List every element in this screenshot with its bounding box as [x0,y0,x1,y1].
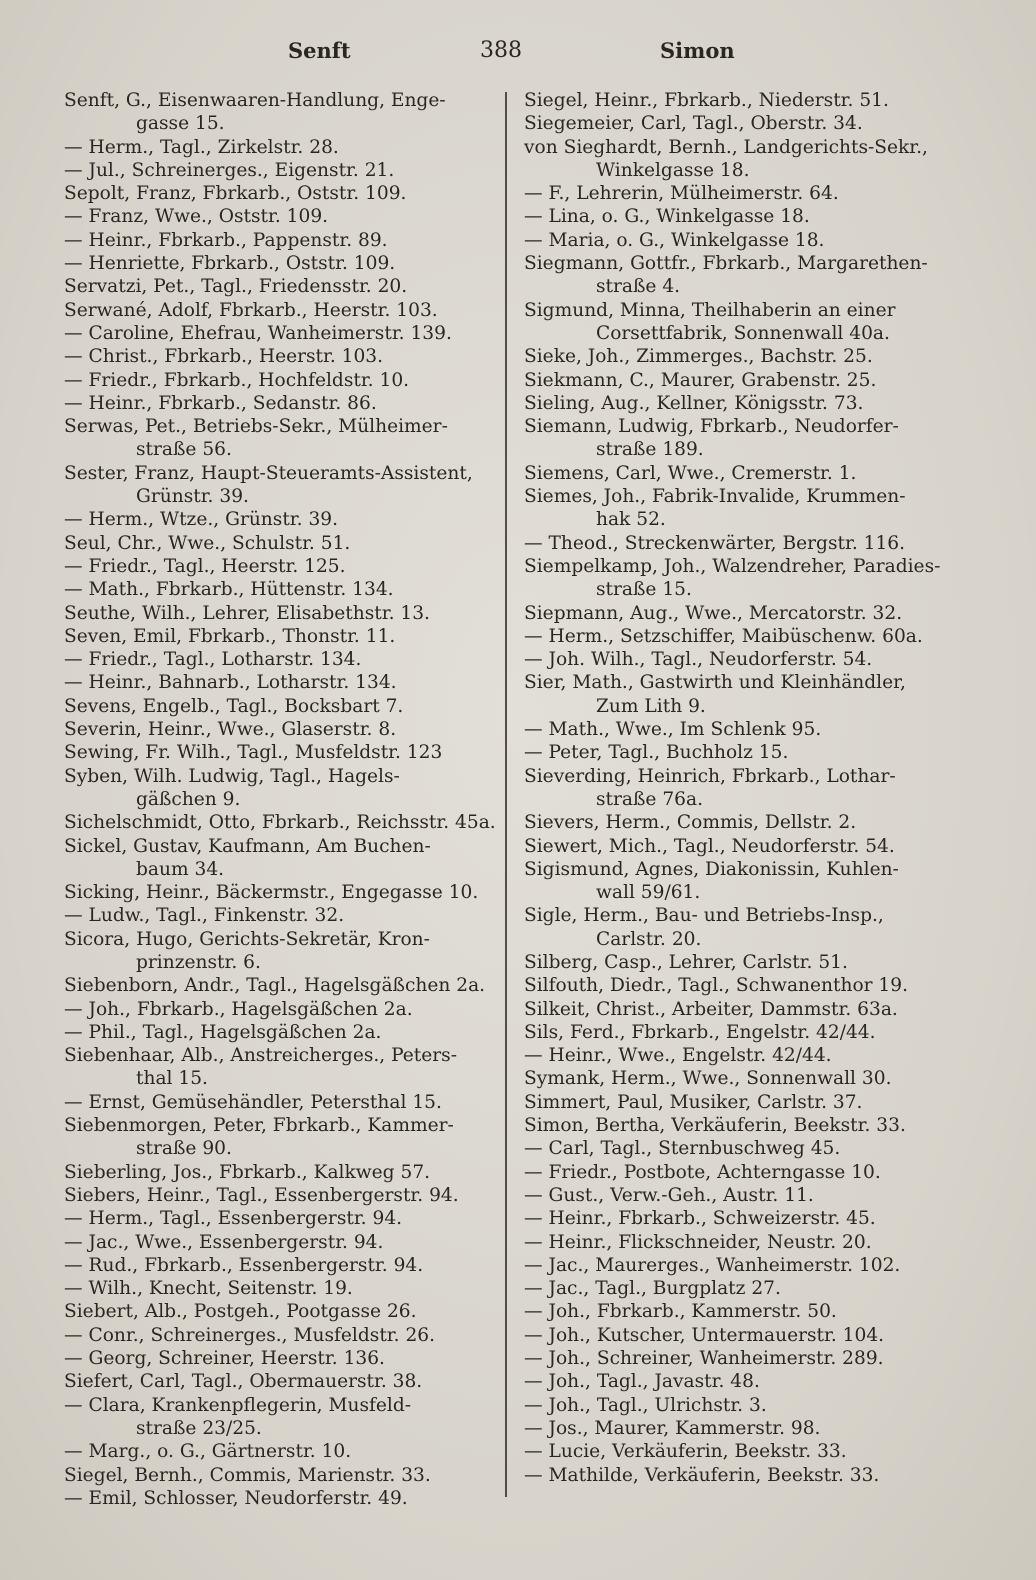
directory-entry: — Heinr., Fbrkarb., Schweizerstr. 45. [524,1208,876,1230]
directory-entry-continuation: thal 15. [136,1068,208,1090]
directory-entry-continuation: Grünstr. 39. [136,486,249,508]
directory-entry-continuation: gasse 15. [136,113,225,135]
directory-entry: — Emil, Schlosser, Neudorferstr. 49. [64,1487,408,1509]
directory-entry: — Joh., Schreiner, Wanheimerstr. 289. [524,1348,884,1370]
directory-entry: Senft, G., Eisenwaaren-Handlung, Enge- [64,90,446,111]
directory-entry: — Herm., Tagl., Essenbergerstr. 94. [64,1208,403,1230]
directory-entry: — Peter, Tagl., Buchholz 15. [524,742,789,764]
directory-entry: — Franz, Wwe., Oststr. 109. [64,206,329,228]
directory-entry: — Christ., Fbrkarb., Heerstr. 103. [64,346,384,368]
directory-entry: Sieke, Joh., Zimmerges., Bachstr. 25. [524,346,873,368]
directory-entry: — Joh., Tagl., Ulrichstr. 3. [524,1394,767,1416]
directory-entry: Sickel, Gustav, Kaufmann, Am Buchen- [64,835,431,857]
directory-entry: — Friedr., Postbote, Achterngasse 10. [524,1161,881,1183]
directory-entry: Siegmann, Gottfr., Fbrkarb., Margarethen- [524,253,928,275]
directory-entry-continuation: Zum Lith 9. [596,695,706,717]
directory-entry: — Jac., Tagl., Burgplatz 27. [524,1278,781,1300]
directory-entry: Silkeit, Christ., Arbeiter, Dammstr. 63a. [524,998,898,1020]
directory-entry: Siemens, Carl, Wwe., Cremerstr. 1. [524,462,857,484]
directory-entry-continuation: Winkelgasse 18. [596,159,750,181]
directory-entry: — Friedr., Tagl., Heerstr. 125. [64,555,346,577]
directory-entry: Sevens, Engelb., Tagl., Bocksbart 7. [64,695,404,717]
directory-entry-continuation: straße 23/25. [136,1417,262,1439]
left-column [64,89,498,1510]
directory-entry: Sichelschmidt, Otto, Fbrkarb., Reichsstr. 45a. [64,812,496,834]
directory-entry: Sicora, Hugo, Gerichts-Sekretär, Kron- [64,928,430,950]
directory-entry: — Clara, Krankenpflegerin, Musfeld- [64,1394,412,1416]
directory-entry: Sier, Math., Gastwirth und Kleinhändler, [524,672,906,694]
directory-entry: — Friedr., Fbrkarb., Hochfeldstr. 10. [64,369,410,391]
header-last-name: Simon [660,38,735,63]
directory-entry: Sieling, Aug., Kellner, Königsstr. 73. [524,392,864,414]
directory-entry: — Math., Wwe., Im Schlenk 95. [524,719,822,741]
directory-entry-continuation: baum 34. [136,858,225,880]
directory-entry: — Jos., Maurer, Kammerstr. 98. [524,1417,821,1439]
directory-entry: Siemann, Ludwig, Fbrkarb., Neudorfer- [524,416,899,438]
directory-entry: Seul, Chr., Wwe., Schulstr. 51. [64,532,351,554]
directory-entry: Siebenborn, Andr., Tagl., Hagelsgäßchen 2a. [64,975,486,997]
page-header [60,38,976,78]
directory-entry: Siegemeier, Carl, Tagl., Oberstr. 34. [524,113,863,135]
directory-entry: — Mathilde, Verkäuferin, Beekstr. 33. [524,1464,880,1486]
directory-entry: Siepmann, Aug., Wwe., Mercatorstr. 32. [524,602,903,624]
directory-entry: — Joh. Wilh., Tagl., Neudorferstr. 54. [524,649,873,671]
directory-entry-continuation: straße 90. [136,1138,232,1160]
directory-entry: — Ludw., Tagl., Finkenstr. 32. [64,905,345,927]
directory-entry: — Heinr., Fbrkarb., Sedanstr. 86. [64,392,377,414]
directory-entry: von Sieghardt, Bernh., Landgerichts-Sekr., [524,136,928,158]
directory-entry: Sewing, Fr. Wilh., Tagl., Musfeldstr. 123 [64,742,443,764]
directory-entry-continuation: hak 52. [596,509,666,531]
directory-entry: Sigmund, Minna, Theilhaberin an einer [524,299,896,321]
directory-entry: — Joh., Kutscher, Untermauerstr. 104. [524,1324,885,1346]
directory-entry: Sils, Ferd., Fbrkarb., Engelstr. 42/44. [524,1021,876,1043]
directory-entry: Siebenmorgen, Peter, Fbrkarb., Kammer- [64,1115,454,1137]
directory-entry: — Gust., Verw.-Geh., Austr. 11. [524,1184,814,1206]
directory-entry-continuation: straße 76a. [596,788,703,810]
directory-entry: — Wilh., Knecht, Seitenstr. 19. [64,1278,353,1300]
directory-entry: — Conr., Schreinerges., Musfeldstr. 26. [64,1324,436,1346]
directory-entry: — F., Lehrerin, Mülheimerstr. 64. [524,183,839,205]
directory-entry-continuation: Corsettfabrik, Sonnenwall 40a. [596,322,890,344]
directory-entry: Silfouth, Diedr., Tagl., Schwanenthor 19. [524,975,909,997]
directory-entry: Simmert, Paul, Musiker, Carlstr. 37. [524,1091,863,1113]
directory-entry: — Herm., Setzschiffer, Maibüschenw. 60a. [524,625,923,647]
directory-entry: — Heinr., Fbrkarb., Pappenstr. 89. [64,229,388,251]
directory-entry: Siempelkamp, Joh., Walzendreher, Paradies- [524,555,941,577]
directory-entry: Siefert, Carl, Tagl., Obermauerstr. 38. [64,1371,423,1393]
directory-entry: — Henriette, Fbrkarb., Oststr. 109. [64,253,396,275]
directory-entry: — Jac., Wwe., Essenbergerstr. 94. [64,1231,384,1253]
directory-entry: Siebenhaar, Alb., Anstreicherges., Peters- [64,1045,457,1067]
directory-entry: — Joh., Tagl., Javastr. 48. [524,1371,760,1393]
directory-entry: Simon, Bertha, Verkäuferin, Beekstr. 33. [524,1115,906,1137]
directory-entry: — Joh., Fbrkarb., Hagelsgäßchen 2a. [64,998,413,1020]
directory-entry: — Rud., Fbrkarb., Essenbergerstr. 94. [64,1254,424,1276]
directory-entry: Sigismund, Agnes, Diakonissin, Kuhlen- [524,858,899,880]
directory-entry-continuation: Carlstr. 20. [596,928,702,950]
directory-entry: Severin, Heinr., Wwe., Glaserstr. 8. [64,719,397,741]
directory-entry: — Georg, Schreiner, Heerstr. 136. [64,1348,385,1370]
page-number: 388 [480,38,522,63]
directory-entry: Seven, Emil, Fbrkarb., Thonstr. 11. [64,625,396,647]
directory-entry: Seuthe, Wilh., Lehrer, Elisabethstr. 13. [64,602,430,624]
directory-entry: Sepolt, Franz, Fbrkarb., Oststr. 109. [64,183,407,205]
directory-entry: — Lina, o. G., Winkelgasse 18. [524,206,810,228]
directory-entry: Sieberling, Jos., Fbrkarb., Kalkweg 57. [64,1161,431,1183]
directory-entry: — Jul., Schreinerges., Eigenstr. 21. [64,159,395,181]
directory-entry: — Theod., Streckenwärter, Bergstr. 116. [524,532,906,554]
directory-entry: Siebers, Heinr., Tagl., Essenbergerstr. 94. [64,1184,459,1206]
header-first-name: Senft [288,38,351,63]
directory-entry: — Phil., Tagl., Hagelsgäßchen 2a. [64,1021,382,1043]
directory-entry: Siewert, Mich., Tagl., Neudorferstr. 54. [524,835,895,857]
directory-entry-continuation: prinzenstr. 6. [136,951,261,973]
directory-entry: — Lucie, Verkäuferin, Beekstr. 33. [524,1441,847,1463]
directory-entry: Sester, Franz, Haupt-Steueramts-Assistent, [64,462,473,484]
directory-entry: Siemes, Joh., Fabrik-Invalide, Krummen- [524,486,906,508]
directory-entry: — Carl, Tagl., Sternbuschweg 45. [524,1138,841,1160]
directory-entry: — Heinr., Wwe., Engelstr. 42/44. [524,1045,832,1067]
directory-entry: Syben, Wilh. Ludwig, Tagl., Hagels- [64,765,400,787]
directory-entry: — Math., Fbrkarb., Hüttenstr. 134. [64,579,394,601]
directory-entry: — Maria, o. G., Winkelgasse 18. [524,229,825,251]
directory-entry: Sieverding, Heinrich, Fbrkarb., Lothar- [524,765,896,787]
directory-entry: Serwané, Adolf, Fbrkarb., Heerstr. 103. [64,299,438,321]
directory-entry: Siekmann, C., Maurer, Grabenstr. 25. [524,369,877,391]
directory-entry: Sievers, Herm., Commis, Dellstr. 2. [524,812,857,834]
directory-entry: — Marg., o. G., Gärtnerstr. 10. [64,1441,352,1463]
directory-entry: Silberg, Casp., Lehrer, Carlstr. 51. [524,951,848,973]
directory-entry: — Herm., Tagl., Zirkelstr. 28. [64,136,339,158]
directory-entry: Siegel, Bernh., Commis, Marienstr. 33. [64,1464,431,1486]
directory-entry: Siebert, Alb., Postgeh., Pootgasse 26. [64,1301,417,1323]
directory-entry: — Ernst, Gemüsehändler, Petersthal 15. [64,1091,442,1113]
directory-entry-continuation: straße 56. [136,439,232,461]
directory-entry: Serwas, Pet., Betriebs-Sekr., Mülheimer- [64,416,448,438]
directory-entry: Siegel, Heinr., Fbrkarb., Niederstr. 51. [524,90,889,111]
directory-entry: Symank, Herm., Wwe., Sonnenwall 30. [524,1068,892,1090]
directory-entry: — Heinr., Flickschneider, Neustr. 20. [524,1231,872,1253]
directory-entry: — Joh., Fbrkarb., Kammerstr. 50. [524,1301,837,1323]
directory-entry: — Caroline, Ehefrau, Wanheimerstr. 139. [64,322,452,344]
directory-entry: — Jac., Maurerges., Wanheimerstr. 102. [524,1254,901,1276]
directory-entry: — Heinr., Bahnarb., Lotharstr. 134. [64,672,397,694]
directory-entry-continuation: wall 59/61. [596,882,701,904]
right-column [524,89,958,1487]
directory-entry-continuation: straße 4. [596,276,681,298]
directory-entry: — Friedr., Tagl., Lotharstr. 134. [64,649,362,671]
directory-entry: Servatzi, Pet., Tagl., Friedensstr. 20. [64,276,408,298]
directory-entry: — Herm., Wtze., Grünstr. 39. [64,509,339,531]
directory-entry: Sicking, Heinr., Bäckermstr., Engegasse 10. [64,882,479,904]
directory-entry-continuation: straße 15. [596,579,692,601]
directory-entry-continuation: gäßchen 9. [136,788,241,810]
directory-entry: Sigle, Herm., Bau- und Betriebs-Insp., [524,905,884,927]
column-divider [505,92,507,1497]
directory-entry-continuation: straße 189. [596,439,704,461]
